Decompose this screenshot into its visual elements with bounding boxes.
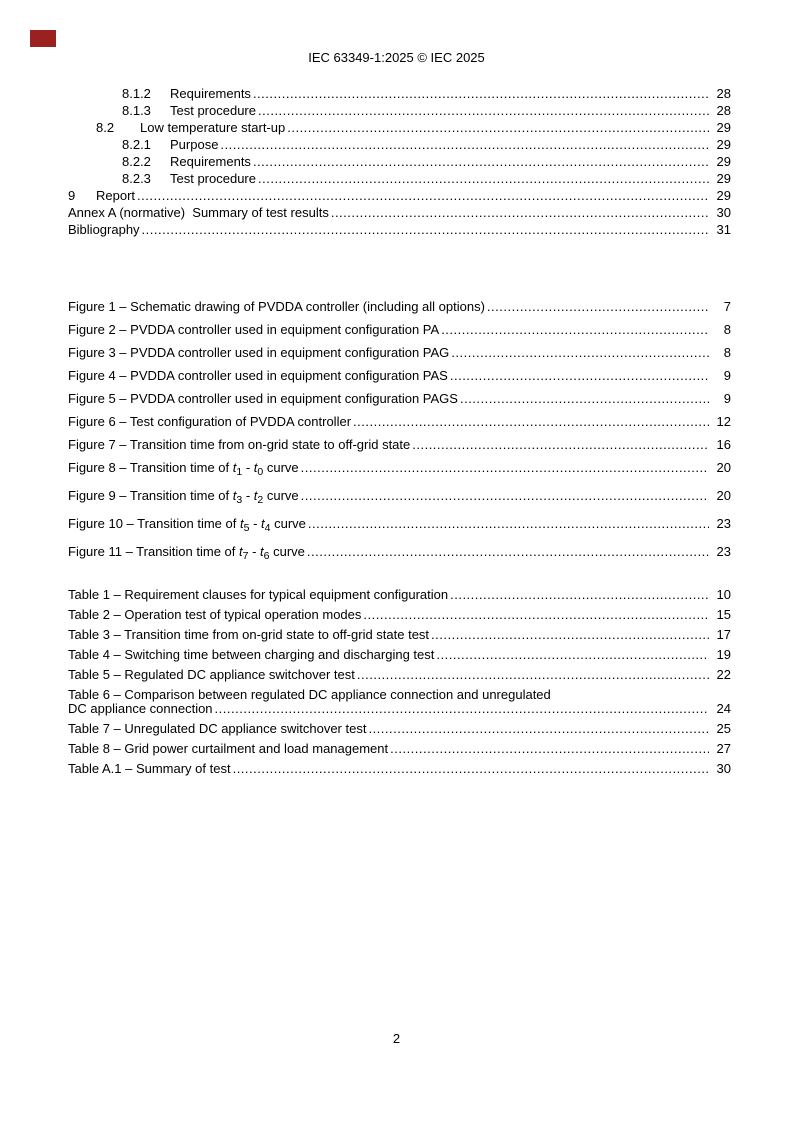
toc-entry <box>68 136 731 153</box>
document-footer <box>0 1031 793 1046</box>
toc-label: Requirements <box>170 86 251 101</box>
toc-page: 28 <box>716 86 731 101</box>
table-label: Table A.1 – Summary of test <box>68 761 231 776</box>
variable-subscript: 6 <box>263 550 270 562</box>
figure-entry <box>68 512 731 540</box>
toc-number: 8.1.2 <box>122 86 151 101</box>
table-page: 17 <box>716 627 731 642</box>
page-number: 2 <box>392 1031 401 1046</box>
table-entry <box>68 645 731 665</box>
table-label: Table 2 – Operation test of typical operation modes <box>68 607 362 622</box>
toc-entry <box>68 187 731 204</box>
dot-leader <box>431 625 709 645</box>
label-text: Figure 11 – Transition time of <box>68 544 240 559</box>
figure-entry <box>68 410 731 433</box>
figure-entry <box>68 295 731 318</box>
variable-subscript: 1 <box>236 466 243 478</box>
toc-entry <box>68 170 731 187</box>
variable-subscript: 2 <box>257 494 264 506</box>
red-corner-mark <box>30 30 56 47</box>
figure-label: Figure 4 – PVDDA controller used in equipment configuration PAS <box>68 368 448 383</box>
table-entry <box>68 625 731 645</box>
dot-leader <box>308 512 709 535</box>
figures-list <box>68 295 731 568</box>
figure-page: 9 <box>723 391 731 406</box>
figure-label: Figure 2 – PVDDA controller used in equipment configuration PA <box>68 322 440 337</box>
variable-symbol: t <box>232 460 237 475</box>
figure-label: Figure 6 – Test configuration of PVDDA controller <box>68 414 352 429</box>
label-text: Figure 8 – Transition time of <box>68 460 233 475</box>
table-label-line2: DC appliance connection <box>68 701 213 716</box>
dot-leader <box>450 364 709 387</box>
table-page: 15 <box>716 607 731 622</box>
variable-subscript: 7 <box>242 550 249 562</box>
dot-leader <box>436 645 709 665</box>
toc-entry <box>68 119 731 136</box>
table-label: Table 1 – Requirement clauses for typical equipment configuration <box>68 587 449 602</box>
figure-page: 20 <box>716 460 731 475</box>
dot-leader <box>412 433 709 456</box>
figure-label <box>68 540 305 568</box>
label-text: Figure 9 – Transition time of <box>68 488 233 503</box>
table-label: Table 6 – Comparison between regulated DC appliance connection and unregulated <box>68 687 551 702</box>
header-title: IEC 63349-1:2025 © IEC 2025 <box>308 50 485 65</box>
toc-label: Test procedure <box>170 171 256 186</box>
toc-entry <box>68 204 731 221</box>
toc-number: 8.2 <box>96 120 115 135</box>
toc-page: 29 <box>716 154 731 169</box>
dot-leader <box>287 119 709 136</box>
table-entry <box>68 759 731 779</box>
dot-leader <box>353 410 709 433</box>
table-page: 27 <box>716 741 731 756</box>
toc-number: 8.2.2 <box>122 154 151 169</box>
table-entry <box>68 685 731 719</box>
figure-page: 16 <box>716 437 731 452</box>
figure-entry <box>68 484 731 512</box>
table-entry <box>68 605 731 625</box>
dot-leader <box>368 719 709 739</box>
dot-leader <box>363 605 709 625</box>
dot-leader <box>390 739 709 759</box>
dot-leader <box>450 585 709 605</box>
dot-leader <box>301 484 709 507</box>
table-page: 25 <box>716 721 731 736</box>
dot-leader <box>220 136 709 153</box>
variable-symbol: t <box>232 488 237 503</box>
label-text: - <box>242 460 254 475</box>
toc-label: Annex A (normative) Summary of test results <box>68 205 329 220</box>
table-page: 22 <box>716 667 731 682</box>
toc-page: 29 <box>716 171 731 186</box>
table-label: Table 4 – Switching time between charging and discharging test <box>68 647 435 662</box>
dot-leader <box>233 759 709 779</box>
table-page: 24 <box>716 701 731 716</box>
figure-label: Figure 1 – Schematic drawing of PVDDA controller (including all options) <box>68 299 485 314</box>
variable-symbol: t <box>239 516 244 531</box>
toc-section <box>68 85 731 238</box>
figure-page: 20 <box>716 488 731 503</box>
table-label: Table 3 – Transition time from on-grid state to off-grid state test <box>68 627 430 642</box>
toc-entry <box>68 153 731 170</box>
variable-subscript: 5 <box>243 522 250 534</box>
toc-label: Purpose <box>170 137 219 152</box>
table-label: Table 8 – Grid power curtailment and load management <box>68 741 389 756</box>
table-page: 30 <box>716 761 731 776</box>
figure-page: 7 <box>723 299 731 314</box>
figure-page: 23 <box>716 516 731 531</box>
figure-entry <box>68 456 731 484</box>
toc-number: 8.1.3 <box>122 103 151 118</box>
toc-page: 29 <box>716 188 731 203</box>
variable-subscript: 0 <box>257 466 264 478</box>
toc-number: 8.2.3 <box>122 171 151 186</box>
toc-label: Report <box>96 188 136 203</box>
toc-page: 31 <box>716 222 731 237</box>
toc-number: 8.2.1 <box>122 137 151 152</box>
figure-label <box>68 484 299 512</box>
toc-entry <box>68 85 731 102</box>
figure-label <box>68 512 306 540</box>
figure-entry <box>68 341 731 364</box>
dot-leader <box>142 221 709 238</box>
figure-entry <box>68 318 731 341</box>
dot-leader <box>253 153 709 170</box>
dot-leader <box>307 540 709 563</box>
table-entry <box>68 665 731 685</box>
figure-label <box>68 456 299 484</box>
label-text: curve <box>269 544 305 559</box>
label-text: curve <box>270 516 306 531</box>
figure-page: 9 <box>723 368 731 383</box>
toc-page: 29 <box>716 137 731 152</box>
dot-leader <box>357 665 709 685</box>
variable-symbol: t <box>253 460 258 475</box>
toc-page: 30 <box>716 205 731 220</box>
variable-subscript: 3 <box>236 494 243 506</box>
toc-page: 29 <box>716 120 731 135</box>
table-page: 19 <box>716 647 731 662</box>
dot-leader <box>441 318 709 341</box>
dot-leader <box>215 702 709 716</box>
variable-symbol: t <box>260 544 264 559</box>
toc-page: 28 <box>716 103 731 118</box>
variable-symbol: t <box>261 516 265 531</box>
dot-leader <box>137 187 709 204</box>
toc-entry <box>68 221 731 238</box>
toc-entry <box>68 102 731 119</box>
table-entry <box>68 585 731 605</box>
toc-label: Test procedure <box>170 103 256 118</box>
dot-leader <box>487 295 709 318</box>
figure-page: 8 <box>723 322 731 337</box>
figure-entry <box>68 433 731 456</box>
figure-label: Figure 5 – PVDDA controller used in equipment configuration PAGS <box>68 391 458 406</box>
variable-symbol: t <box>239 544 243 559</box>
table-page: 10 <box>716 587 731 602</box>
figure-label: Figure 7 – Transition time from on-grid state to off-grid state <box>68 437 411 452</box>
table-entry <box>68 739 731 759</box>
label-text: - <box>242 488 254 503</box>
figure-page: 23 <box>716 544 731 559</box>
figure-page: 12 <box>716 414 731 429</box>
toc-label: Low temperature start-up <box>140 120 286 135</box>
table-label: Table 7 – Unregulated DC appliance switchover test <box>68 721 367 736</box>
variable-symbol: t <box>253 488 258 503</box>
table-label-continued <box>68 702 731 716</box>
toc-content <box>68 85 731 779</box>
figure-page: 8 <box>723 345 731 360</box>
dot-leader <box>331 204 709 221</box>
label-text: - <box>249 516 262 531</box>
dot-leader <box>451 341 709 364</box>
figure-label: Figure 3 – PVDDA controller used in equipment configuration PAG <box>68 345 450 360</box>
label-text: curve <box>263 460 299 475</box>
label-text: Figure 10 – Transition time of <box>68 516 240 531</box>
label-text: curve <box>263 488 299 503</box>
toc-label: Requirements <box>170 154 251 169</box>
dot-leader <box>258 102 709 119</box>
variable-subscript: 4 <box>264 522 271 534</box>
toc-label: Bibliography <box>68 222 140 237</box>
dot-leader <box>301 456 709 479</box>
table-entry <box>68 719 731 739</box>
label-text: - <box>248 544 261 559</box>
toc-number: 9 <box>68 188 76 203</box>
table-label: Table 5 – Regulated DC appliance switchover test <box>68 667 355 682</box>
dot-leader <box>258 170 709 187</box>
figure-entry <box>68 540 731 568</box>
figure-entry <box>68 364 731 387</box>
dot-leader <box>460 387 709 410</box>
dot-leader <box>253 85 709 102</box>
document-header <box>0 50 793 65</box>
tables-list <box>68 585 731 779</box>
figure-entry <box>68 387 731 410</box>
